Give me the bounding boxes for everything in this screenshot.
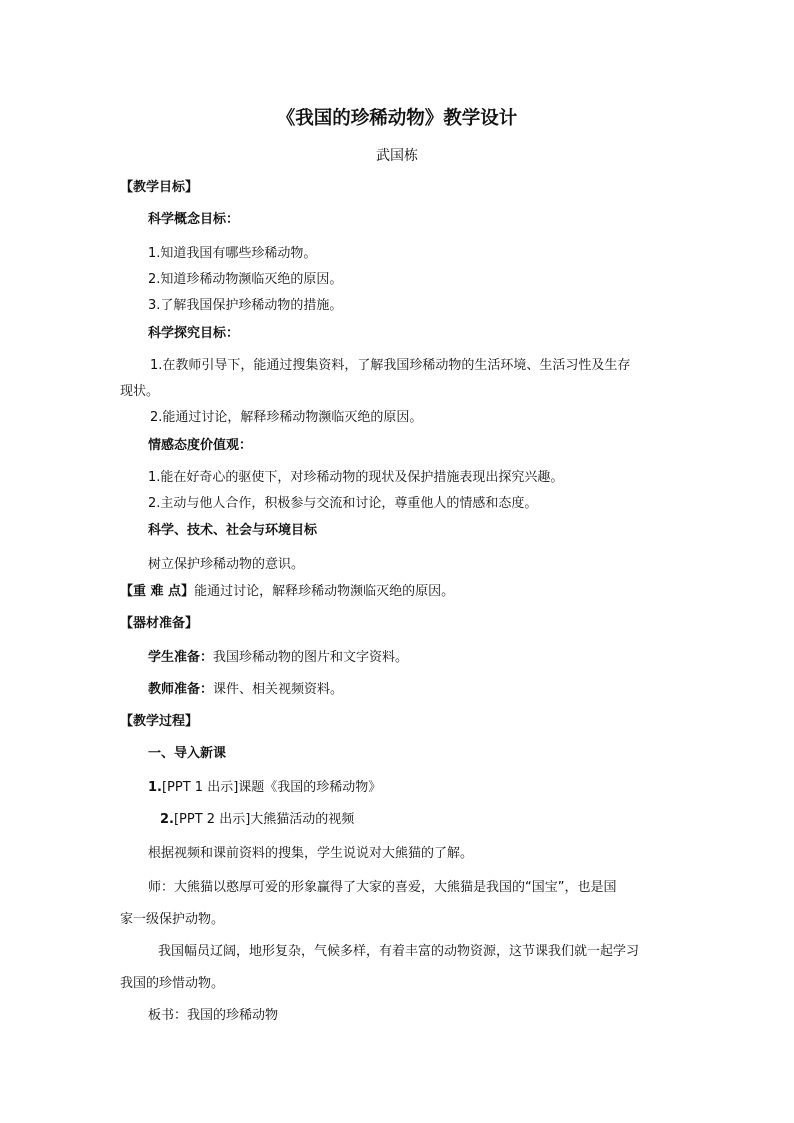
teacher-materials-label: 教师准备： bbox=[148, 682, 214, 697]
key-points-text: 能通过讨论，解释珍稀动物濒临灭绝的原因。 bbox=[194, 584, 455, 599]
concept-goal-3: 3.了解我国保护珍稀动物的措施。 bbox=[148, 298, 343, 313]
student-materials-text: 我国珍稀动物的图片和文字资料。 bbox=[213, 650, 409, 665]
section-1-heading: 一、导入新课 bbox=[148, 746, 227, 761]
objectives-heading: 【教学目标】 bbox=[120, 180, 199, 195]
document-title: 《我国的珍稀动物》教学设计 bbox=[276, 108, 518, 129]
key-points-label: 【重 难 点】 bbox=[120, 584, 195, 599]
inquiry-goal-1-line1: 1.在教师引导下，能通过搜集资料，了解我国珍稀动物的生活环境、生活习性及生存 bbox=[150, 358, 631, 373]
student-materials-label: 学生准备： bbox=[148, 650, 214, 665]
materials-heading: 【器材准备】 bbox=[120, 616, 199, 631]
step-2-number: 2. bbox=[160, 812, 174, 827]
step-1-number: 1. bbox=[148, 780, 162, 795]
paragraph-2-line2: 家一级保护动物。 bbox=[120, 912, 225, 927]
student-materials bbox=[148, 650, 408, 666]
author: 武国栋 bbox=[376, 148, 418, 164]
step-1 bbox=[148, 780, 381, 796]
attitude-goal-2: 2.主动与他人合作，积极参与交流和讨论，尊重他人的情感和态度。 bbox=[148, 496, 538, 511]
inquiry-goal-2: 2.能通过讨论，解释珍稀动物濒临灭绝的原因。 bbox=[150, 410, 423, 425]
paragraph-1: 根据视频和课前资料的搜集，学生说说对大熊猫的了解。 bbox=[148, 846, 474, 861]
concept-goal-2: 2.知道珍稀动物濒临灭绝的原因。 bbox=[148, 272, 343, 287]
inquiry-goal-1-line2: 现状。 bbox=[120, 384, 160, 399]
teacher-materials-text: 课件、相关视频资料。 bbox=[213, 682, 344, 697]
process-heading: 【教学过程】 bbox=[120, 714, 199, 729]
blackboard-note: 板书：我国的珍稀动物 bbox=[148, 1008, 279, 1023]
step-1-text: [PPT 1 出示]课题《我国的珍稀动物》 bbox=[161, 780, 382, 795]
paragraph-3-line2: 我国的珍惜动物。 bbox=[120, 976, 225, 991]
teacher-materials bbox=[148, 682, 343, 698]
stse-goals-label: 科学、技术、社会与环境目标 bbox=[148, 523, 318, 538]
attitude-goal-1: 1.能在好奇心的驱使下，对珍稀动物的现状及保护措施表现出探究兴趣。 bbox=[148, 470, 564, 485]
attitude-goals-label: 情感态度价值观： bbox=[148, 438, 253, 453]
concept-goal-1: 1.知道我国有哪些珍稀动物。 bbox=[148, 246, 317, 261]
paragraph-2-line1: 师：大熊猫以憨厚可爱的形象赢得了大家的喜爱，大熊猫是我国的“国宝”，也是国 bbox=[148, 880, 617, 895]
key-points bbox=[120, 584, 454, 600]
paragraph-3-line1: 我国幅员辽阔，地形复杂，气候多样，有着丰富的动物资源，这节课我们就一起学习 bbox=[158, 944, 640, 959]
stse-goal: 树立保护珍稀动物的意识。 bbox=[148, 557, 305, 572]
step-2-text: [PPT 2 出示]大熊猫活动的视频 bbox=[173, 812, 355, 827]
inquiry-goals-label: 科学探究目标： bbox=[148, 326, 240, 341]
concept-goals-label: 科学概念目标： bbox=[148, 212, 240, 227]
step-2 bbox=[160, 812, 354, 828]
